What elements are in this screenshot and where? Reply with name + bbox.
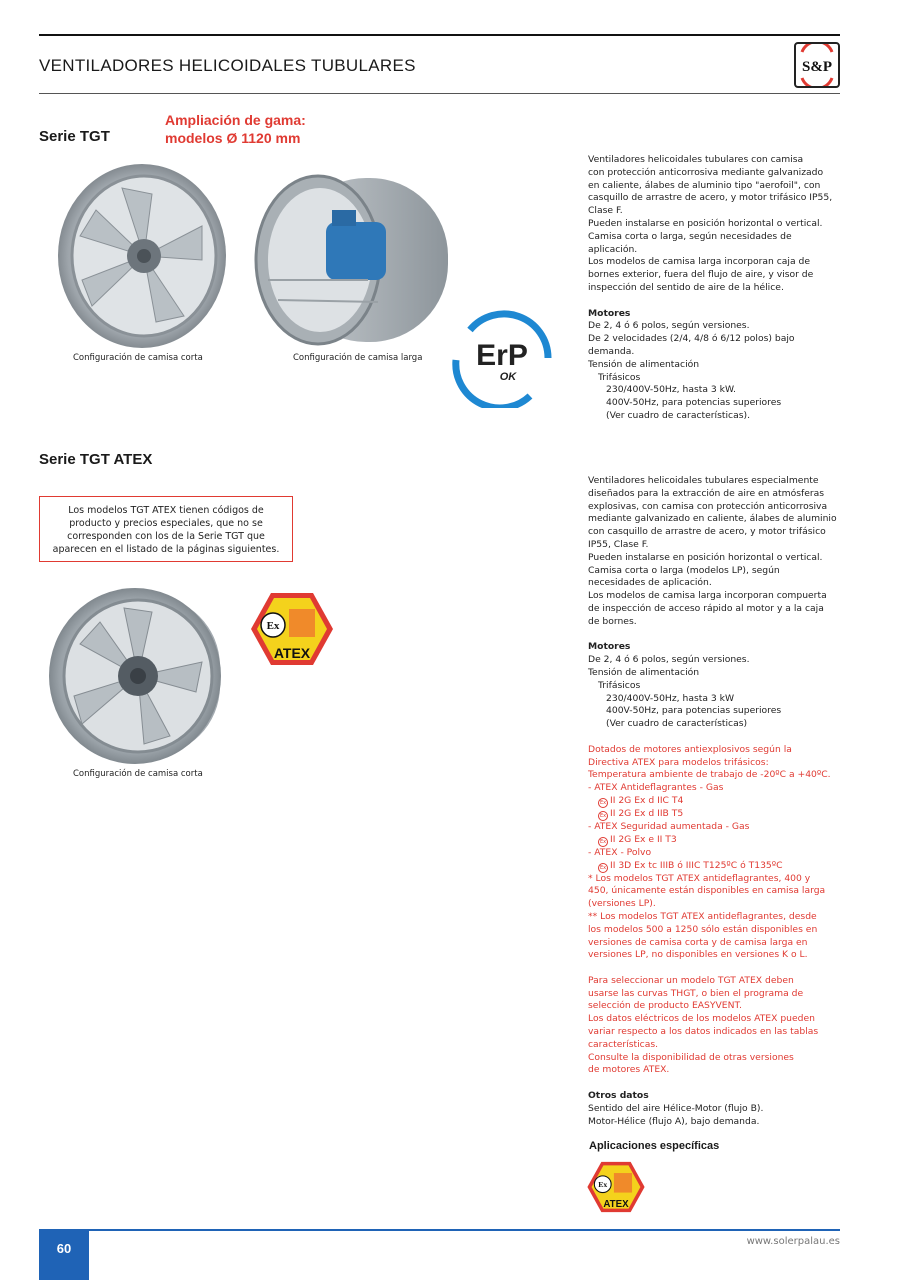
atex-marking: II 2G Ex d IIB T5 [610, 807, 684, 819]
atex-note-line: (versiones LP). [588, 898, 656, 910]
tgt-description-column [588, 154, 844, 423]
atex-ex-mark: Ex [266, 620, 280, 632]
range-extension-line2: modelos Ø 1120 mm [165, 130, 301, 146]
page-number: 60 [39, 1231, 89, 1280]
tgt-motors-line: Tensión de alimentación [588, 358, 700, 370]
tgt-voltage-line: 230/400V-50Hz, hasta 3 kW. [606, 384, 736, 396]
tgt-desc-line: Ventiladores helicoidales tubulares con camisa [588, 154, 804, 165]
page-title: VENTILADORES HELICOIDALES TUBULARES [39, 56, 416, 75]
atex-application-badge [586, 1160, 646, 1214]
tgt-motors-line: De 2, 4 ó 6 polos, según versiones. [588, 320, 750, 332]
tgt-voltage-line: 400V-50Hz, para potencias superiores [606, 397, 782, 409]
atex-category-dust: - ATEX - Polvo [588, 846, 652, 858]
erp-label: ErP [476, 339, 528, 372]
atex-desc-line: de bornes. [588, 615, 637, 627]
atex-desc-line: Los modelos de camisa larga incorporan compuerta [588, 590, 827, 602]
top-rule [39, 34, 840, 36]
caption-atex-short-casing: Configuración de camisa corta [73, 769, 203, 779]
atex-small-badge-label: ATEX [603, 1199, 629, 1211]
tgt-motors-heading: Motores [588, 307, 631, 319]
atex-marking: II 2G Ex d IIC T4 [610, 794, 684, 806]
atex-category-flameproof: - ATEX Antideflagrantes - Gas [588, 782, 724, 794]
atex-desc-line: diseñados para la extracción de aire en atmósferas [588, 487, 825, 499]
fan-atex-short-casing-image [40, 584, 230, 770]
tgt-desc-line: Pueden instalarse en posición horizontal o vertical. [588, 217, 823, 229]
fan-long-casing-image [248, 170, 458, 350]
tgt-desc-line: Camisa corta o larga, según necesidades de [588, 230, 792, 242]
atex-note-line: ** Los modelos TGT ATEX antideflagrantes, desde [588, 910, 817, 922]
atex-motors-line: De 2, 4 ó 6 polos, según versiones. [588, 654, 750, 666]
tgt-motors-line: demanda. [588, 345, 635, 357]
tgt-desc-line: con protección anticorrosiva mediante galvanizado [588, 166, 824, 178]
tgt-desc-line: inspección del sentido de aire de la hélice. [588, 281, 784, 293]
tgt-desc-line: Clase F. [588, 205, 623, 217]
erp-sub-label: OK [499, 371, 517, 383]
tgt-series-title: Serie TGT [39, 128, 110, 145]
range-extension-line1: Ampliación de gama: [165, 112, 306, 128]
atex-notice-box: Los modelos TGT ATEX tienen códigos de producto y precios especiales, que no se corresponden con los de la Serie TGT que aparecen en el listado de la páginas siguientes. [39, 496, 293, 562]
tgt-desc-line: bornes exterior, fuera del flujo de aire, y visor de [588, 269, 814, 281]
fan-short-casing-image [52, 156, 232, 356]
atex-selection-line: variar respecto a los datos indicados en las tablas [588, 1026, 819, 1038]
atex-marking: II 2G Ex e II T3 [610, 833, 677, 845]
erp-ok-badge [450, 310, 552, 408]
atex-selection-line: selección de producto EASYVENT. [588, 1000, 742, 1012]
atex-intro-line: Dotados de motores antiexplosivos según la [588, 743, 792, 755]
caption-short-casing: Configuración de camisa corta [73, 353, 203, 363]
title-rule [39, 93, 840, 94]
tgt-motors-three-phase: Trifásicos [598, 371, 641, 383]
atex-category-increased-safety: - ATEX Seguridad aumentada - Gas [588, 820, 750, 832]
atex-red-section [588, 744, 844, 1078]
atex-desc-line: explosivas, con camisa con protección anticorrosiva [588, 500, 828, 512]
website-link[interactable]: www.solerpalau.es [746, 1236, 840, 1247]
atex-desc-line: Camisa corta o larga (modelos LP), según [588, 564, 780, 576]
atex-selection-line: características. [588, 1038, 659, 1050]
tgt-desc-line: aplicación. [588, 243, 638, 255]
atex-note-line: los modelos 500 a 1250 sólo están disponibles en [588, 923, 818, 935]
atex-voltage-line: 400V-50Hz, para potencias superiores [606, 705, 782, 717]
other-data-heading: Otros datos [588, 1090, 649, 1102]
atex-note-line: * Los modelos TGT ATEX antideflagrantes, 400 y [588, 872, 811, 884]
ex-icon: Ex [599, 799, 607, 806]
atex-desc-line: con casquillo de arrastre de acero, y motor trifásico [588, 526, 826, 538]
atex-description-column [588, 475, 844, 1128]
atex-voltage-line: (Ver cuadro de características) [606, 718, 748, 730]
tgt-desc-line: en caliente, álabes de aluminio tipo "aerofoil", con [588, 179, 821, 191]
atex-selection-line: de motores ATEX. [588, 1064, 670, 1076]
atex-intro-line: Temperatura ambiente de trabajo de -20ºC a +40ºC. [588, 769, 831, 781]
atex-note-line: versiones LP, no disponibles en versiones K o L. [588, 949, 808, 961]
atex-selection-line: Consulte la disponibilidad de otras versiones [588, 1051, 794, 1063]
sp-logo-icon [796, 44, 838, 86]
ex-icon: Ex [599, 812, 607, 819]
footer-rule [39, 1229, 840, 1231]
atex-badge-label: ATEX [273, 645, 311, 661]
tgt-desc-line: casquillo de arrastre de acero, y motor trifásico IP55, [588, 192, 833, 204]
atex-desc-line: necesidades de aplicación. [588, 577, 712, 589]
atex-desc-line: IP55, Clase F. [588, 538, 649, 550]
atex-intro-line: Directiva ATEX para modelos trifásicos: [588, 756, 769, 768]
ex-icon: Ex [599, 864, 607, 871]
atex-note-line: 450, únicamente están disponibles en camisa larga [588, 885, 826, 897]
atex-desc-line: de inspección de acceso rápido al motor y a la caja [588, 602, 824, 614]
atex-small-ex-mark: Ex [598, 1180, 608, 1189]
atex-motors-line: Tensión de alimentación [588, 666, 700, 678]
atex-series-title: Serie TGT ATEX [39, 451, 153, 468]
atex-desc-line: Ventiladores helicoidales tubulares especialmente [588, 475, 819, 486]
atex-desc-line: mediante galvanizado en caliente, álabes de aluminio [588, 513, 837, 525]
atex-motors-heading: Motores [588, 641, 631, 653]
tgt-motors-line: De 2 velocidades (2/4, 4/8 ó 6/12 polos) bajo [588, 333, 795, 345]
range-extension-note [165, 111, 306, 147]
sp-logo [794, 42, 840, 88]
atex-voltage-line: 230/400V-50Hz, hasta 3 kW [606, 692, 735, 704]
atex-badge [249, 591, 335, 667]
caption-long-casing: Configuración de camisa larga [293, 353, 423, 363]
atex-selection-line: Los datos eléctricos de los modelos ATEX pueden [588, 1013, 815, 1025]
atex-note-line: versiones de camisa corta y de camisa larga en [588, 936, 808, 948]
tgt-voltage-line: (Ver cuadro de características). [606, 409, 751, 421]
specific-applications-heading: Aplicaciones específicas [589, 1140, 720, 1152]
atex-selection-line: usarse las curvas THGT, o bien el programa de [588, 987, 804, 999]
other-data-line: Motor-Hélice (flujo A), bajo demanda. [588, 1115, 760, 1127]
tgt-desc-line: Los modelos de camisa larga incorporan caja de [588, 256, 811, 268]
atex-selection-line: Para seleccionar un modelo TGT ATEX deben [588, 974, 794, 986]
atex-desc-line: Pueden instalarse en posición horizontal o vertical. [588, 551, 823, 563]
other-data-line: Sentido del aire Hélice-Motor (flujo B). [588, 1102, 764, 1114]
atex-motors-three-phase: Trifásicos [598, 679, 641, 691]
atex-marking: II 3D Ex tc IIIB ó IIIC T125ºC ó T135ºC [610, 859, 783, 871]
ex-icon: Ex [599, 838, 607, 845]
logo-text: S&P [802, 59, 832, 75]
